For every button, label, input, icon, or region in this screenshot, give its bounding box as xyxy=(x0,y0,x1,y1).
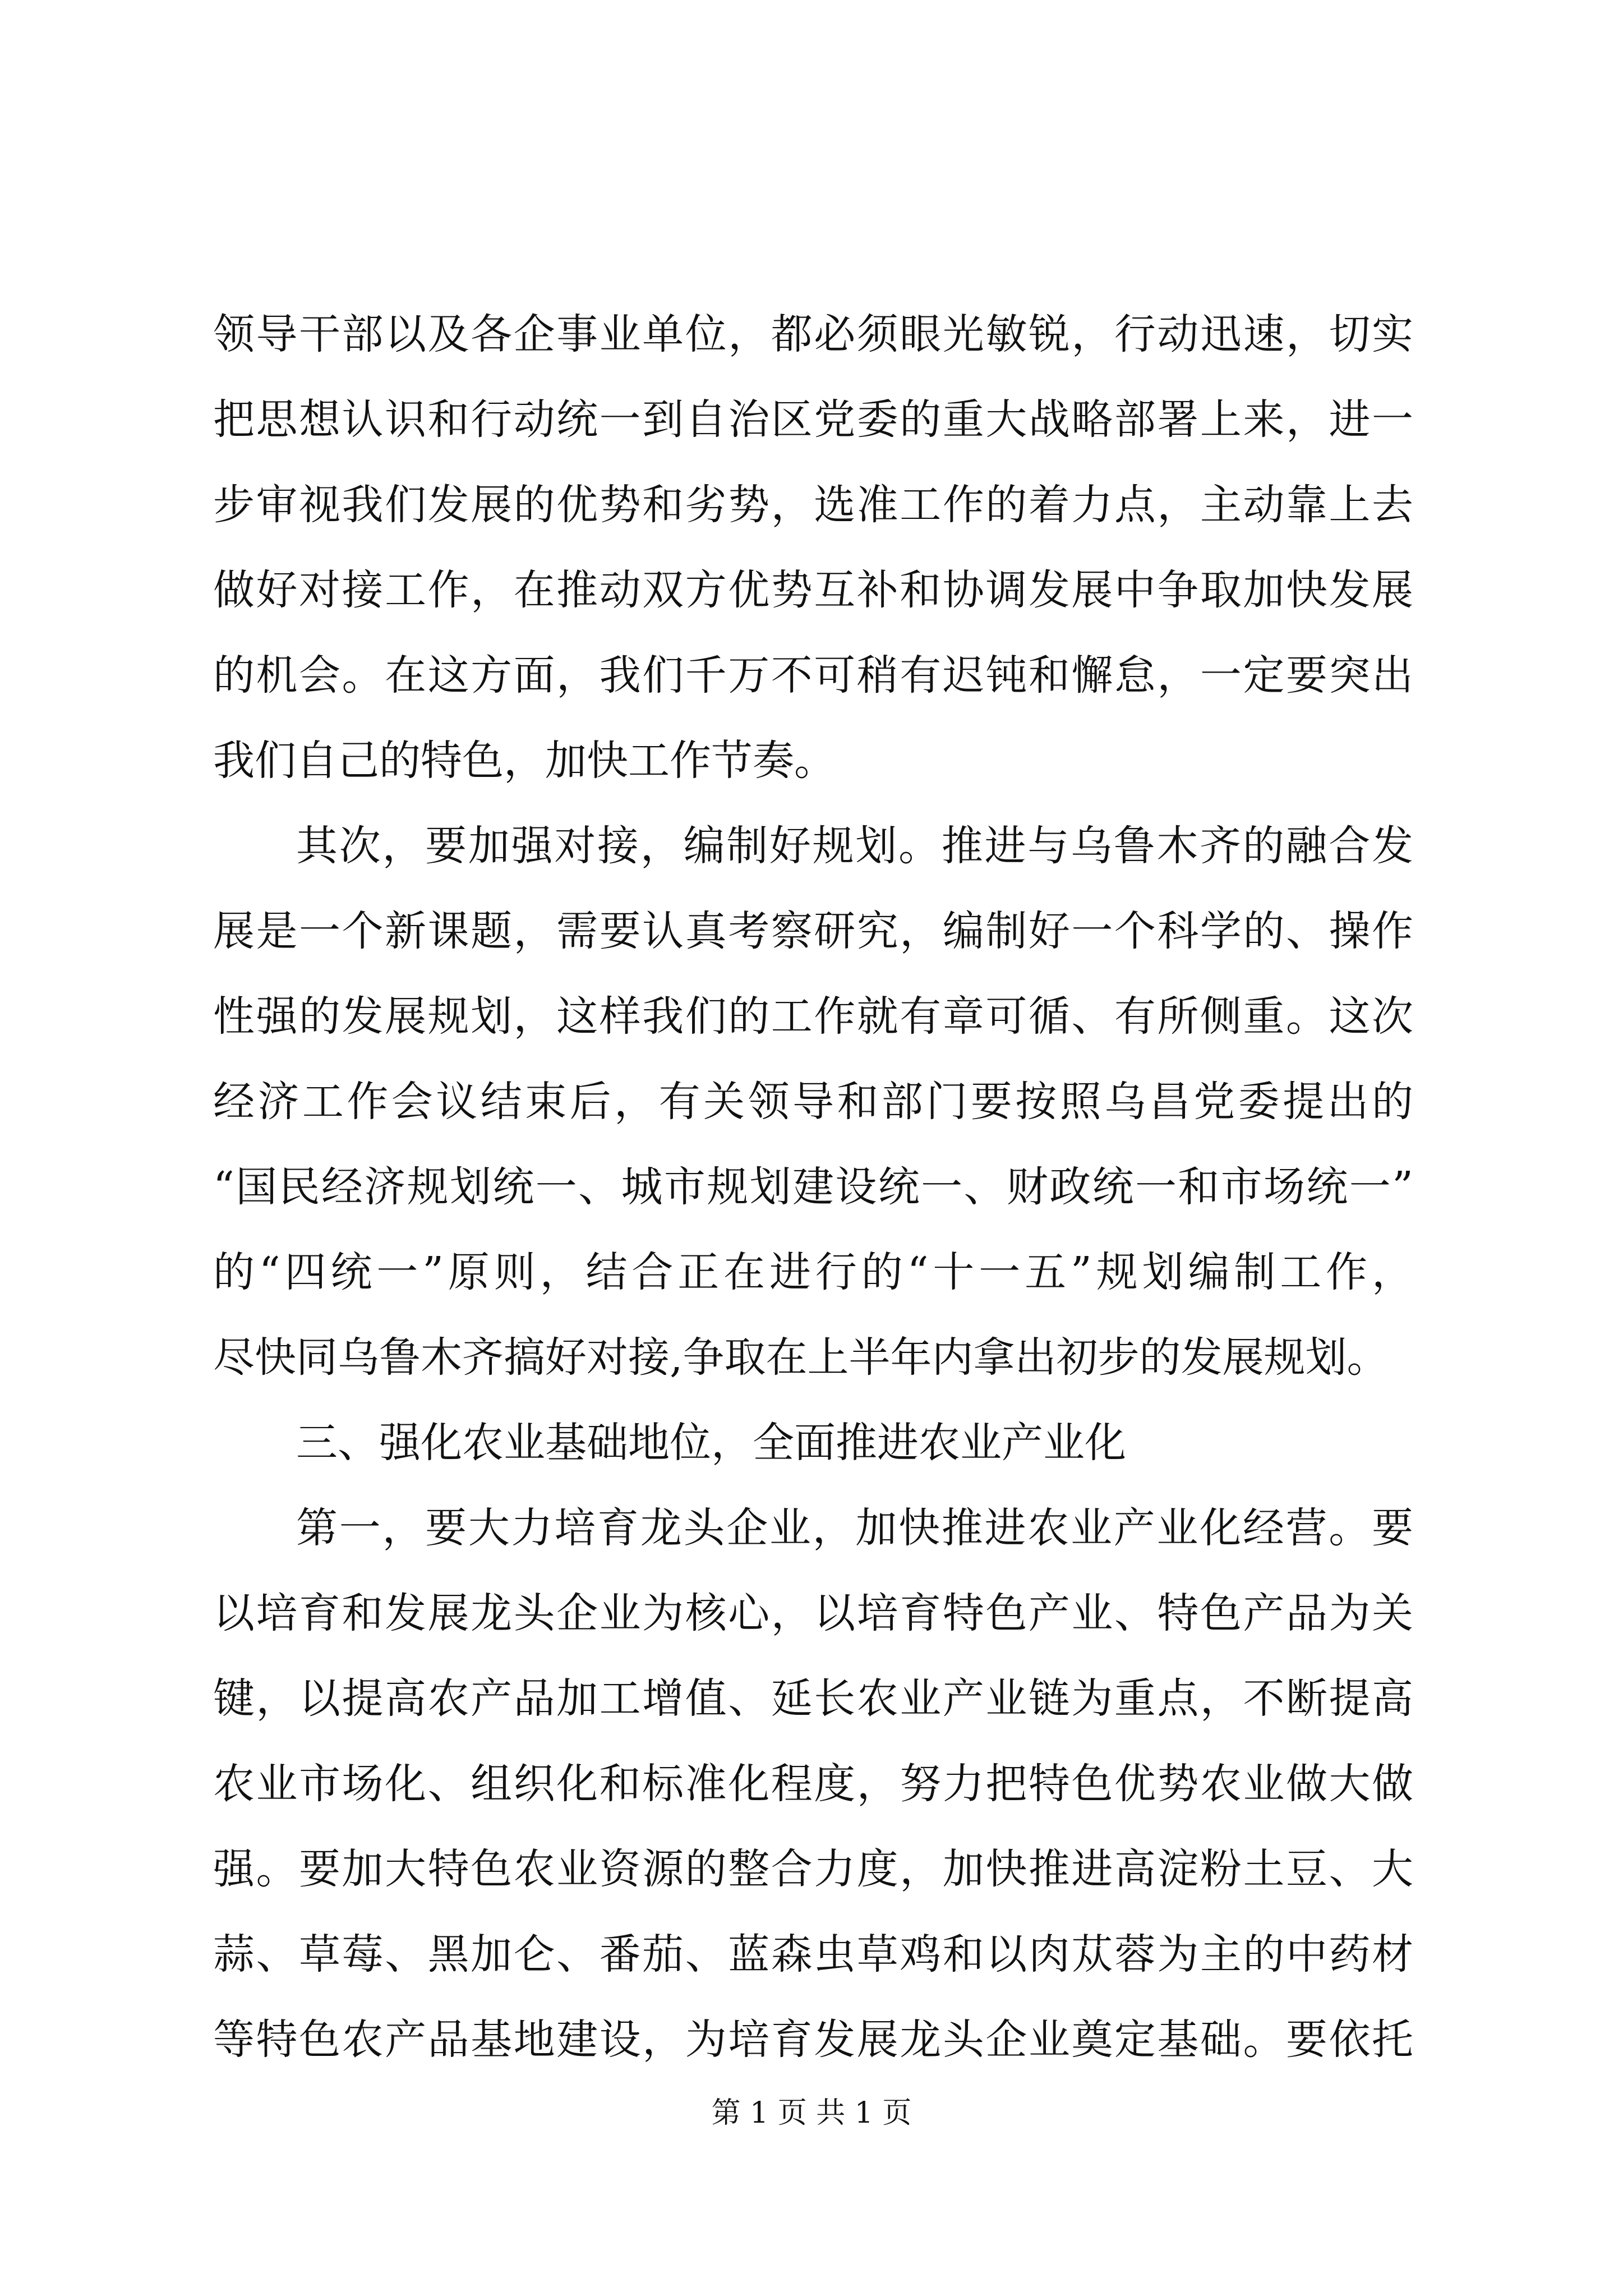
paragraph-line: 以培育和发展龙头企业为核心，以培育特色产业、特色产品为关 xyxy=(213,1589,1413,1637)
paragraph-line: 强。要加大特色农业资源的整合力度，加快推进高淀粉土豆、大 xyxy=(213,1845,1413,1893)
paragraph-line: 经济工作会议结束后，有关领导和部门要按照乌昌党委提出的 xyxy=(213,1078,1413,1126)
paragraph-line: 键，以提高农产品加工增值、延长农业产业链为重点，不断提高 xyxy=(213,1674,1413,1723)
paragraph-line: 尽快同乌鲁木齐搞好对接,争取在上半年内拿出初步的发展规划。 xyxy=(213,1333,1389,1382)
paragraph-line: 第一，要大力培育龙头企业，加快推进农业产业化经营。要 xyxy=(296,1504,1413,1552)
page-footer xyxy=(0,2095,1623,2131)
paragraph-line: 的机会。在这方面，我们千万不可稍有迟钝和懈怠，一定要突出 xyxy=(213,651,1413,700)
paragraph-line: 等特色农产品基地建设，为培育发展龙头企业奠定基础。要依托 xyxy=(213,2016,1413,2064)
paragraph-line: 性强的发展规划，这样我们的工作就有章可循、有所侧重。这次 xyxy=(213,992,1413,1041)
paragraph-line: “国民经济规划统一、城市规划建设统一、财政统一和市场统一” xyxy=(213,1163,1413,1211)
page-number-label: 第 1 页 共 1 页 xyxy=(711,2096,912,2130)
section-heading: 三、强化农业基础地位，全面推进农业产业化 xyxy=(296,1419,1126,1467)
paragraph-line: 我们自己的特色，加快工作节奏。 xyxy=(213,737,836,785)
paragraph-line: 展是一个新课题，需要认真考察研究，编制好一个科学的、操作 xyxy=(213,907,1413,955)
paragraph-line: 做好对接工作，在推动双方优势互补和协调发展中争取加快发展 xyxy=(213,566,1413,614)
paragraph-line: 的“四统一”原则，结合正在进行的“十一五”规划编制工作， xyxy=(213,1248,1413,1296)
document-body xyxy=(213,292,1413,2082)
paragraph-line: 领导干部以及各企事业单位，都必须眼光敏锐，行动迅速，切实 xyxy=(213,310,1413,358)
paragraph-line: 把思想认识和行动统一到自治区党委的重大战略部署上来，进一 xyxy=(213,395,1413,444)
paragraph-line: 农业市场化、组织化和标准化程度，努力把特色优势农业做大做 xyxy=(213,1760,1413,1808)
paragraph-line: 步审视我们发展的优势和劣势，选准工作的着力点，主动靠上去 xyxy=(213,481,1413,529)
paragraph-line: 蒜、草莓、黑加仑、番茄、蓝森虫草鸡和以肉苁蓉为主的中药材 xyxy=(213,1930,1413,1978)
paragraph-line: 其次，要加强对接，编制好规划。推进与乌鲁木齐的融合发 xyxy=(296,822,1413,870)
